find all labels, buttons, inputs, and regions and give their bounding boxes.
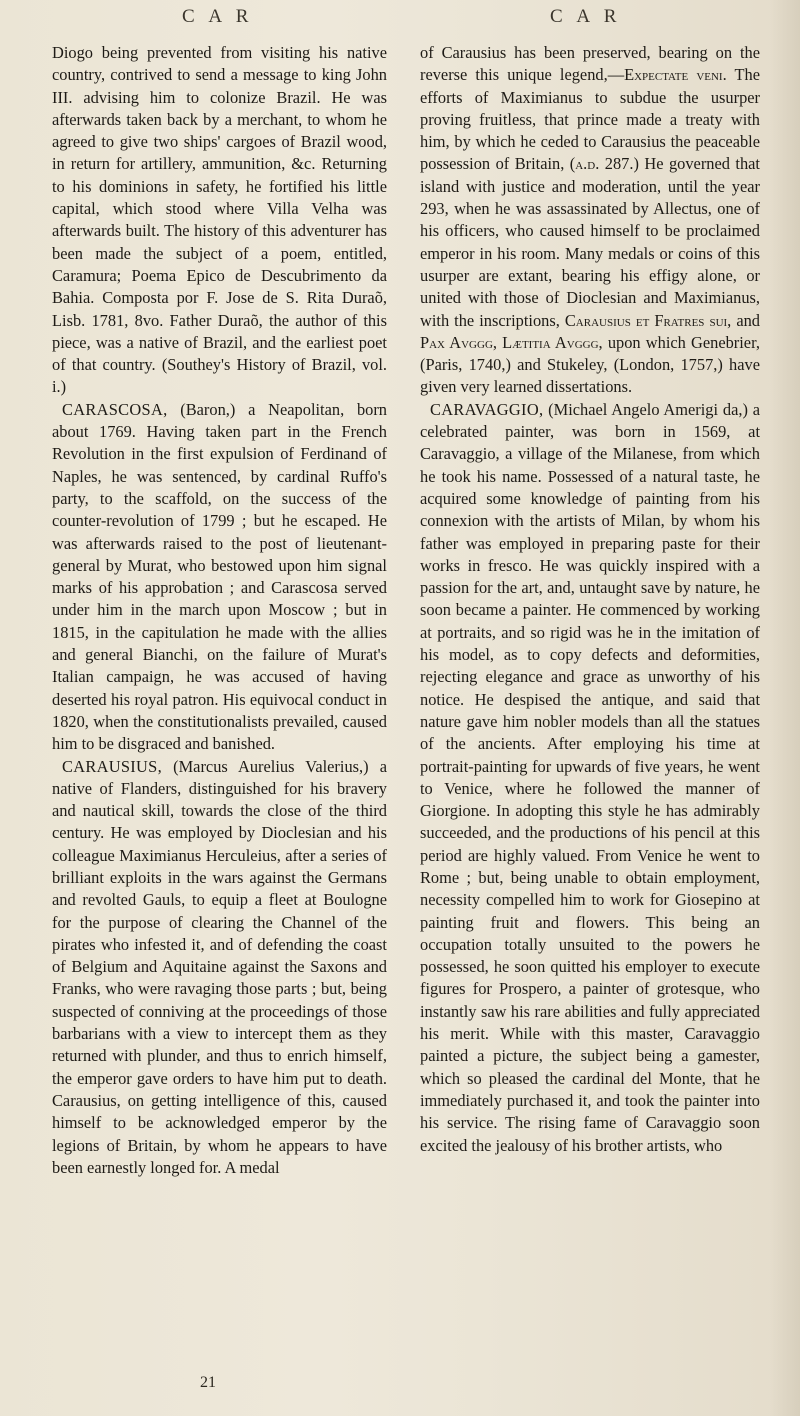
page-number: 21 bbox=[200, 1374, 216, 1391]
running-head-left: C A R bbox=[182, 6, 254, 27]
left-column bbox=[52, 42, 387, 1179]
inscription-1: Carausius et Fratres sui, bbox=[564, 310, 732, 330]
medal-legend: Expectate veni. bbox=[624, 65, 727, 85]
inscription-2: Pax Avggg, Lætitia Avggg, bbox=[420, 332, 603, 352]
entry-heading-caravaggio: CARAVAGGIO, bbox=[430, 399, 544, 419]
entry-carausius: CARAUSIUS, (Marcus Aurelius Valerius,) a native of Flanders, distinguished for his bravery and nautical skill, towards the close of the third century. He was employed by Dioclesian and his colleague Maximianus Herculeius, after a series of brilliant exploits in the wars against the Germans and revolted Gauls, to equip a fleet at Boulogne for the purpose of clearing the Channel of the pirates who infested it, and of defending the coast of Belgium and Aquitaine against the Saxons and Franks, who were ravaging those parts ; but, being suspected of conniving at the proceedings of those barbarians with a view to intercept them as they returned with plunder, and thus to enrich himself, the emperor gave orders to have him put to death. Carausius, on getting intelligence of this, caused himself to be acknowledged emperor by the legions of Britain, by whom he appears to have been earnestly longed for. A medal bbox=[52, 756, 387, 1177]
page-edge-shadow bbox=[770, 0, 800, 1416]
running-head-right: C A R bbox=[550, 6, 622, 27]
entry-heading-carausius: CARAUSIUS, bbox=[62, 756, 162, 776]
paragraph-carausius-continued: of Carausius has been preserved, bearing on the reverse this unique legend,—Expectate veni. The efforts of Maximianus to subdue the usurper proving fruitless, that prince made a treaty with him, by which he ceded to Carausius the peaceable possession of Britain, (a.d. 287.) He governed that island with justice and moderation, until the year 293, when he was assassinated by Allectus, one of his officers, who caused himself to be proclaimed emperor in his room. Many medals or coins of this usurper are extant, bearing his effigy alone, or united with those of Dioclesian and Maximianus, with the inscriptions, Carausius et Fratres sui, and Pax Avggg, Lætitia Avggg, upon which Genebrier, (Paris, 1740,) and Stukeley, (London, 1757,) have given very learned dissertations. bbox=[420, 43, 760, 397]
entry-caravaggio: CARAVAGGIO, (Michael Angelo Amerigi da,) a celebrated painter, was born in 1569, at Caravaggio, a village of the Milanese, from which he took his name. Possessed of a natural taste, he acquired some knowledge of painting from his connexion with the artists of Milan, by whom his father was employed in preparing paste for their works in fresco. He was quickly inspired with a passion for the art, and, untaught save by nature, he soon became a painter. He commenced by working at portraits, and so rigid was he in the imitation of his model, as to copy defects and deformities, rejecting elegance and grace as unworthy of his notice. He despised the antique, and said that nature gave him nobler models than all the statues of the ancients. After employing his time at portrait-painting for upwards of five years, he went to Venice, where he followed the manner of Giorgione. In adopting this style he has admirably succeeded, and the productions of his pencil at this period are highly valued. From Venice he went to Rome ; but, being unable to obtain employment, necessity compelled him to work for Giosepino at painting fruit and flowers. This being an occupation totally unsuited to the powers he possessed, he soon quitted his employer to execute figures for Prospero, a painter of grotesque, who instantly saw his rare abilities and fully appreciated his merit. While with this master, Caravaggio painted a picture, the subject being a gamester, which so pleased the cardinal del Monte, that he immediately purchased it, and took the painter into his service. The rising fame of Caravaggio soon excited the jealousy of his brother artists, who bbox=[420, 399, 760, 1155]
right-column bbox=[420, 42, 760, 1157]
entry-heading-carascosa: CARASCOSA, bbox=[62, 399, 168, 419]
entry-carascosa: CARASCOSA, (Baron,) a Neapolitan, born about 1769. Having taken part in the French Revolution in the first expulsion of Ferdinand of Naples, he was sentenced, by cardinal Ruffo's party, to the scaffold, on the success of the counter-revolution of 1799 ; but he escaped. He was afterwards raised to the post of lieutenant-general by Murat, who bestowed upon him signal marks of his approbation ; and Carascosa served under him in the march upon Moscow ; but in 1815, in the capitulation he made with the allies and general Bianchi, on the failure of Murat's Italian campaign, he was accused of having deserted his royal patron. His equivocal conduct in 1820, when the constitutionalists prevailed, caused him to be disgraced and banished. bbox=[52, 399, 387, 754]
paragraph-diogo-continued: Diogo being prevented from visiting his native country, contrived to send a message to king John III. advising him to colonize Brazil. He was afterwards taken back by a merchant, to whom he agreed to give two ships' cargoes of Brazil wood, in return for artillery, ammunition, &c. Returning to his dominions in safety, he fortified his little capital, which stood where Villa Velha was afterwards built. The history of this adventurer has been made the subject of a poem, entitled, Caramura; Poema Epico de Descubrimento da Bahia. Composta por F. Jose de S. Rita Duraõ, Lisb. 1781, 8vo. Father Duraõ, the author of this piece, was a native of Brazil, and the earliest poet of that country. (Southey's History of Brazil, vol. i.) bbox=[52, 43, 387, 397]
